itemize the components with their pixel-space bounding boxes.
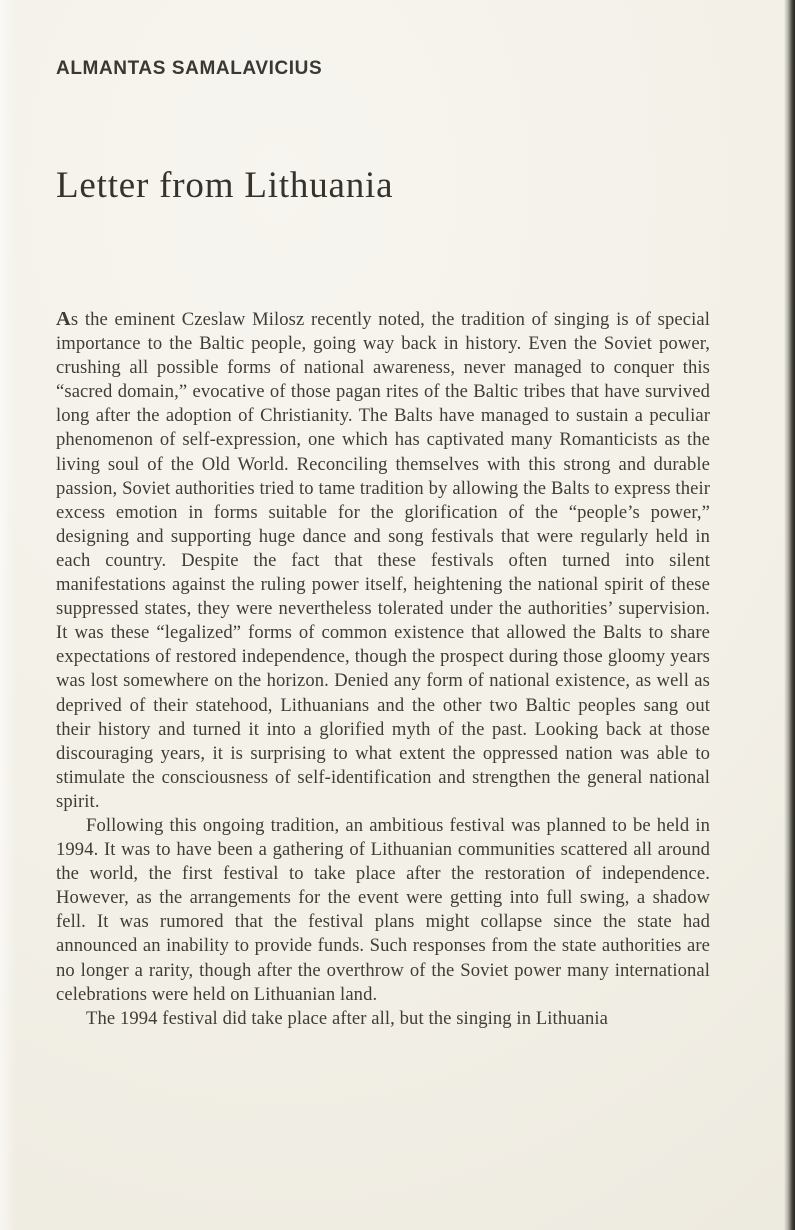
paragraph-3: The 1994 festival did take place after all, but the singing in Lithuania (86, 1007, 608, 1029)
scan-edge-left (0, 0, 16, 1230)
page-content (56, 0, 710, 1031)
scan-edge-right (784, 0, 795, 1230)
paragraph-1-text: s the eminent Czeslaw Milosz recently noted, the tradition of singing is of special importance to the Baltic people, going way back in history. Even the Soviet power, crushing all possible forms of national awareness, never managed to conquer this “sacred domain,” evocative of those pagan rites of the Baltic tribes that have survived long after the adoption of Christianity. The Balts have managed to sustain a peculiar phenomenon of self-expression, one which has captivated many Romanticists as the living soul of the Old World. Reconciling themselves with this strong and durable passion, Soviet authorities tried to tame tradition by allowing the Balts to express their excess emotion in forms suitable for the glorification of the “people’s power,” designing and supporting huge dance and song festivals that were regularly held in each country. Despite the fact that these festivals often turned into silent manifestations against the ruling power itself, heightening the national spirit of these suppressed states, they were nevertheless tolerated under the authorities’ supervision. It was these “legalized” forms of common existence that allowed the Balts to share expectations of restored independence, though the prospect during those gloomy years was lost somewhere on the horizon. Denied any form of national existence, as well as deprived of their statehood, Lithuanians and the other two Baltic peoples sang out their history and turned it into a glorified myth of the past. Looking back at those discouraging years, it is surprising to what extent the oppressed nation was able to stimulate the consciousness of self-identification and strengthen the general national spirit. (56, 309, 710, 812)
lead-capital: A (56, 308, 71, 330)
article-body (56, 307, 710, 1031)
author-name: ALMANTAS SAMALAVICIUS (56, 58, 323, 79)
page-title: Letter from Lithuania (56, 165, 394, 206)
paragraph-1 (56, 307, 710, 814)
paragraph-2: Following this ongoing tradition, an ambitious festival was planned to be held in 1994. It was to have been a gathering of Lithuanian communities scattered all around the world, the first festival to take place after the restoration of independence. However, as the arrangements for the event were getting into full swing, a shadow fell. It was rumored that the festival plans might collapse since the state had announced an inability to provide funds. Such responses from the state authorities are no longer a rarity, though after the overthrow of the Soviet power many international celebrations were held on Lithuanian land. (56, 814, 710, 1005)
